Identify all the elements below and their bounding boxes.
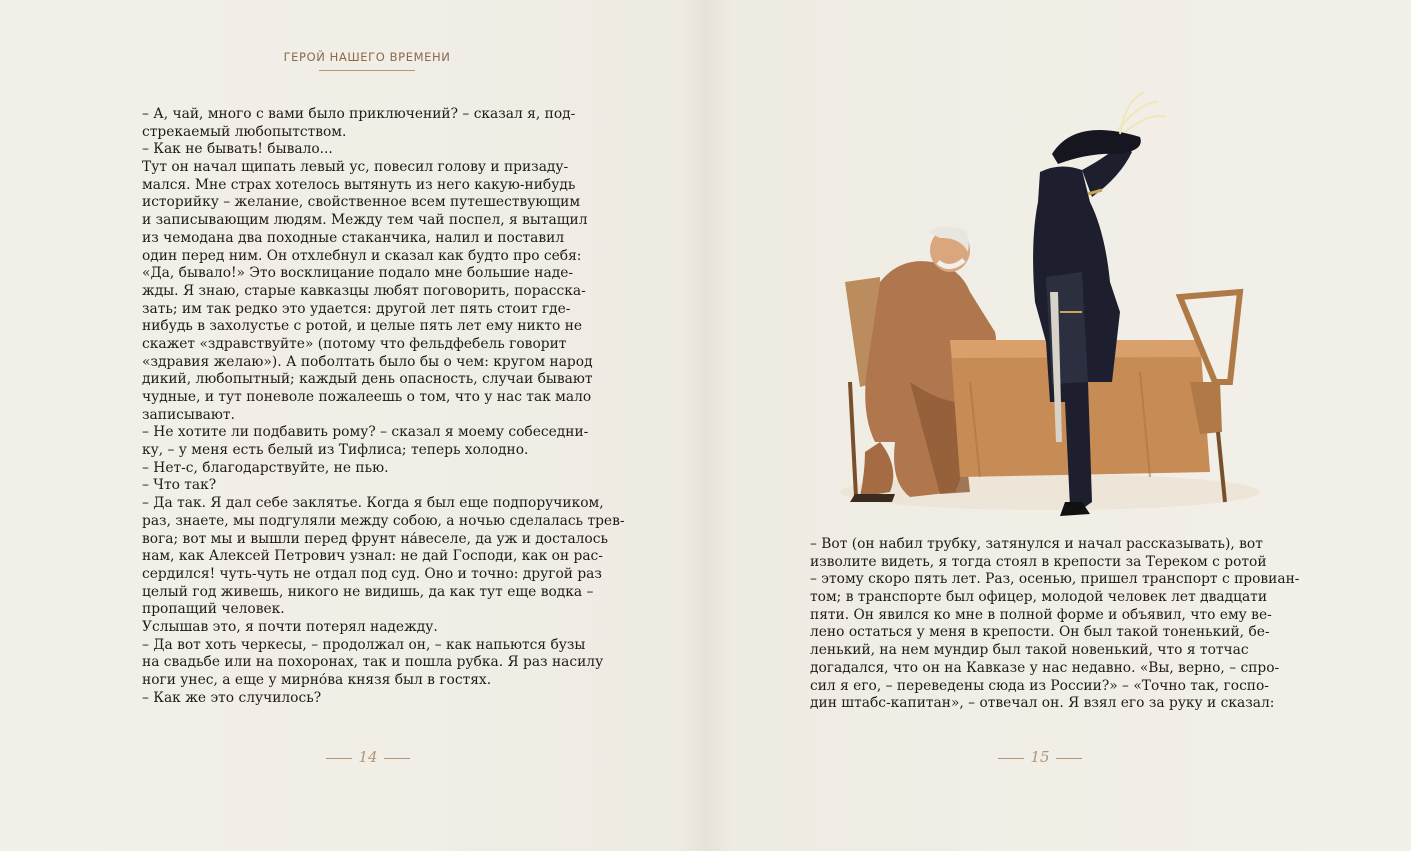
- folio-dash: [1056, 758, 1082, 759]
- text-line: на свадьбе или на похоронах, так и пошла рубка. Я раз насилу: [142, 654, 604, 671]
- text-line: пропащий человек.: [142, 601, 285, 618]
- text-line: и записывающим людям. Между тем чай поспел, я вытащил: [142, 212, 588, 229]
- text-line: – Да так. Я дал себе заклятье. Когда я был еще подпоручиком,: [142, 495, 604, 512]
- text-line: скажет «здравствуйте» (потому что фельдфебель говорит: [142, 335, 567, 352]
- text-line: сил я его, – переведены сюда из России?» – «Точно так, госпо-: [810, 677, 1269, 694]
- text-line: историйку – желание, свойственное всем путешествующим: [142, 194, 581, 211]
- text-line: сердился! чуть-чуть не отдал под суд. Оно и точно: другой раз: [142, 565, 602, 582]
- text-line: один перед ним. Он отхлебнул и сказал как будто про себя:: [142, 247, 582, 264]
- running-title: ГЕРОЙ НАШЕГО ВРЕМЕНИ: [283, 50, 451, 64]
- text-line: дин штабс-капитан», – отвечал он. Я взял его за руку и сказал:: [810, 695, 1275, 712]
- text-line: из чемодана два походные стаканчика, налил и поставил: [142, 229, 565, 246]
- text-line: дикий, любопытный; каждый день опасность, случаи бывают: [142, 371, 593, 388]
- text-line: – А, чай, много с вами было приключений? – сказал я, под-: [142, 106, 576, 122]
- text-line: зать; им так редко это удается: другой лет пять стоит где-: [142, 300, 571, 317]
- text-line: жды. Я знаю, старые кавказцы любят поговорить, порасска-: [142, 282, 586, 299]
- text-line: ку, – у меня есть белый из Тифлиса; теперь холодно.: [142, 442, 529, 459]
- page-number-left: 14: [358, 748, 378, 766]
- text-line: Тут он начал щипать левый ус, повесил голову и призаду-: [142, 159, 569, 176]
- folio-dash: [998, 758, 1024, 759]
- text-line: догадался, что он на Кавказе у нас недавно. «Вы, верно, – спро-: [810, 659, 1280, 676]
- text-line: пяти. Он явился ко мне в полной форме и объявил, что ему ве-: [810, 606, 1272, 623]
- text-line: вога; вот мы и вышли перед фрунт на́веселе, да уж и досталось: [142, 530, 608, 547]
- folio-dash: [326, 758, 352, 759]
- text-line: лено остаться у меня в крепости. Он был такой тоненький, бе-: [810, 624, 1270, 641]
- text-line: изволите видеть, я тогда стоял в крепости за Тереком с ротой: [810, 553, 1267, 570]
- text-line: «Да, бывало!» Это восклицание подало мне большие наде-: [142, 265, 574, 282]
- folio-left: [318, 748, 418, 766]
- text-line: – этому скоро пять лет. Раз, осенью, пришел транспорт с провиан-: [810, 571, 1300, 588]
- text-line: нибудь в захолустье с ротой, и целые пять лет ему никто не: [142, 318, 583, 335]
- text-line: стрекаемый любопытством.: [142, 123, 347, 140]
- right-page-text: [810, 536, 1300, 713]
- text-line: – Как не бывать! бывало...: [142, 141, 333, 158]
- text-line: Услышав это, я почти потерял надежду.: [142, 618, 438, 635]
- text-line: – Нет-с, благодарствуйте, не пью.: [142, 459, 389, 476]
- running-head-rule: [319, 70, 415, 71]
- text-line: целый год живешь, никого не видишь, да как тут еще водка –: [142, 583, 594, 600]
- illustration: [820, 82, 1260, 522]
- text-line: «здравия желаю»). А поболтать было бы о чем: кругом народ: [142, 353, 593, 370]
- folio-right: [990, 748, 1090, 766]
- text-line: – Не хотите ли подбавить рому? – сказал я моему собеседни-: [142, 424, 589, 441]
- folio-dash: [384, 758, 410, 759]
- text-line: ноги унес, а еще у мирно́ва князя был в гостях.: [142, 672, 492, 688]
- text-line: – Что так?: [142, 477, 217, 494]
- text-line: – Да вот хоть черкесы, – продолжал он, – как напьются бузы: [142, 636, 586, 653]
- running-head: [282, 50, 452, 71]
- left-page-text: [142, 106, 625, 707]
- text-line: раз, знаете, мы подгуляли между собою, а ночью сделалась трев-: [142, 512, 625, 529]
- text-line: ленький, на нем мундир был такой новенький, что я тотчас: [810, 642, 1249, 659]
- text-line: записывают.: [142, 406, 235, 423]
- text-line: нам, как Алексей Петрович узнал: не дай Господи, как он рас-: [142, 548, 603, 565]
- text-line: том; в транспорте был офицер, молодой человек лет двадцати: [810, 589, 1268, 606]
- text-line: мался. Мне страх хотелось вытянуть из него какую-нибудь: [142, 176, 576, 193]
- text-line: – Как же это случилось?: [142, 689, 322, 706]
- page-number-right: 15: [1030, 748, 1050, 766]
- text-line: – Вот (он набил трубку, затянулся и начал рассказывать), вот: [810, 536, 1263, 552]
- text-line: чудные, и тут поневоле пожалеешь о том, что у нас так мало: [142, 389, 592, 405]
